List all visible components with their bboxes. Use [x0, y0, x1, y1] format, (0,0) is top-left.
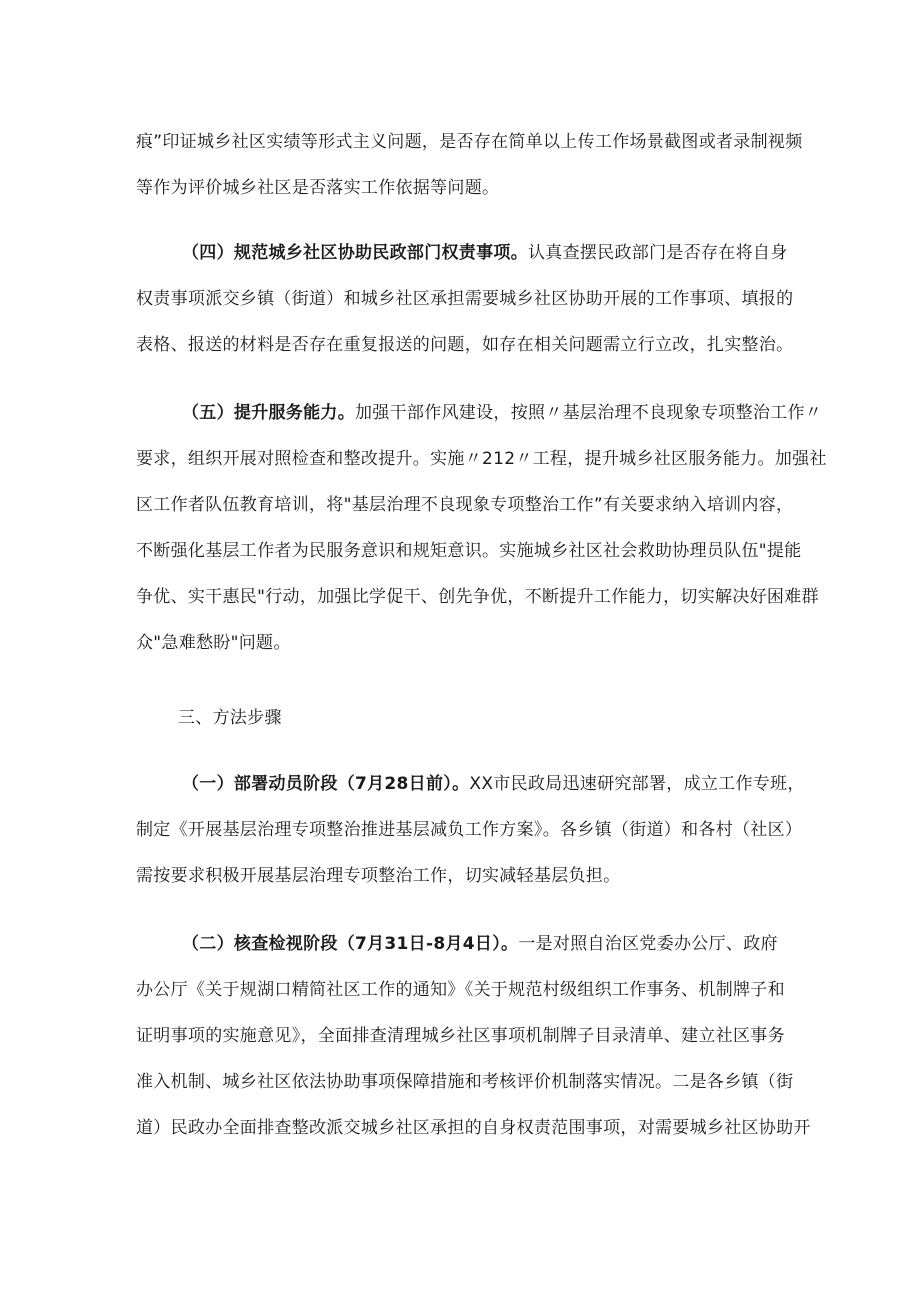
text-line [136, 769, 805, 799]
text-line: 不断强化基层工作者为民服务意识和规矩意识。实施城乡社区社会救助协理员队伍"提能 [136, 541, 802, 561]
text-line: 痕”印证城乡社区实绩等形式主义问题，是否存在简单以上传工作场景截图或者录制视频 [136, 132, 803, 152]
text-line: 众"急难愁盼"问题。 [136, 633, 291, 653]
text-line [136, 398, 823, 428]
text-line: 需按要求积极开展基层治理专项整治工作，切实减轻基层负担。 [136, 866, 621, 886]
text-line: 办公厅《关于规湖口精简社区工作的通知》《关于规范村级组织工作事务、机制牌子和 [136, 980, 785, 1000]
item-4-title: （四）规范城乡社区协助民政部门权责事项。 [182, 243, 528, 263]
text-line: 制定《开展基层治理专项整治推进基层减负工作方案》。各乡镇（街道）和各村（社区） [136, 820, 803, 840]
text-line: 等作为评价城乡社区是否落实工作依据等问题。 [136, 178, 500, 198]
step-1-title: （一）部署动员阶段（7月28日前）。 [182, 774, 470, 794]
text-line: 要求，组织开展对照检查和整改提升。实施〃212〃工程，提升城乡社区服务能力。加强社 [136, 449, 827, 469]
text-line: 证明事项的实施意见》，全面排查清理城乡社区事项机制牌子目录清单、建立社区事务 [136, 1026, 785, 1046]
paragraph-item-5 [136, 398, 827, 658]
item-5-text: 加强干部作风建设，按照〃基层治理不良现象专项整治工作〃 [355, 403, 823, 423]
step-2-title: （二）核查检视阶段（7月31日-8月4日）。 [182, 934, 519, 954]
text-line: 道）民政办全面排查整改派交城乡社区承担的自身权责范围事项，对需要城乡社区协助开 [136, 1118, 811, 1138]
text-line: 区工作者队伍教育培训，将"基层治理不良现象专项整治工作”有关要求纳入培训内容， [136, 495, 794, 515]
step-1-text: XX市民政局迅速研究部署，成立工作专班， [469, 774, 805, 794]
paragraph-step-1 [136, 769, 805, 891]
text-line [136, 929, 800, 959]
step-2-text: 一是对照自治区党委办公厅、政府 [518, 934, 778, 954]
text-line: 表格、报送的材料是否存在重复报送的问题，如存在相关问题需立行立改，扎实整治。 [136, 335, 794, 355]
text-line [136, 238, 800, 268]
item-5-title: （五）提升服务能力。 [182, 403, 355, 423]
item-4-text: 认真查摆民政部门是否存在将自身 [528, 243, 788, 263]
section-heading: 三、方法步骤 [178, 708, 282, 728]
paragraph-step-2 [136, 929, 811, 1143]
text-line: 准入机制、城乡社区依法协助事项保障措施和考核评价机制落实情况。二是各乡镇（街 [136, 1072, 794, 1092]
text-line: 权责事项派交乡镇（街道）和城乡社区承担需要城乡社区协助开展的工作事项、填报的 [136, 289, 794, 309]
paragraph-item-4 [136, 238, 800, 360]
text-line: 争优、实干惠民"行动，加强比学促干、创先争优，不断提升工作能力，切实解决好困难群 [136, 587, 819, 607]
paragraph-continuation [136, 127, 803, 203]
